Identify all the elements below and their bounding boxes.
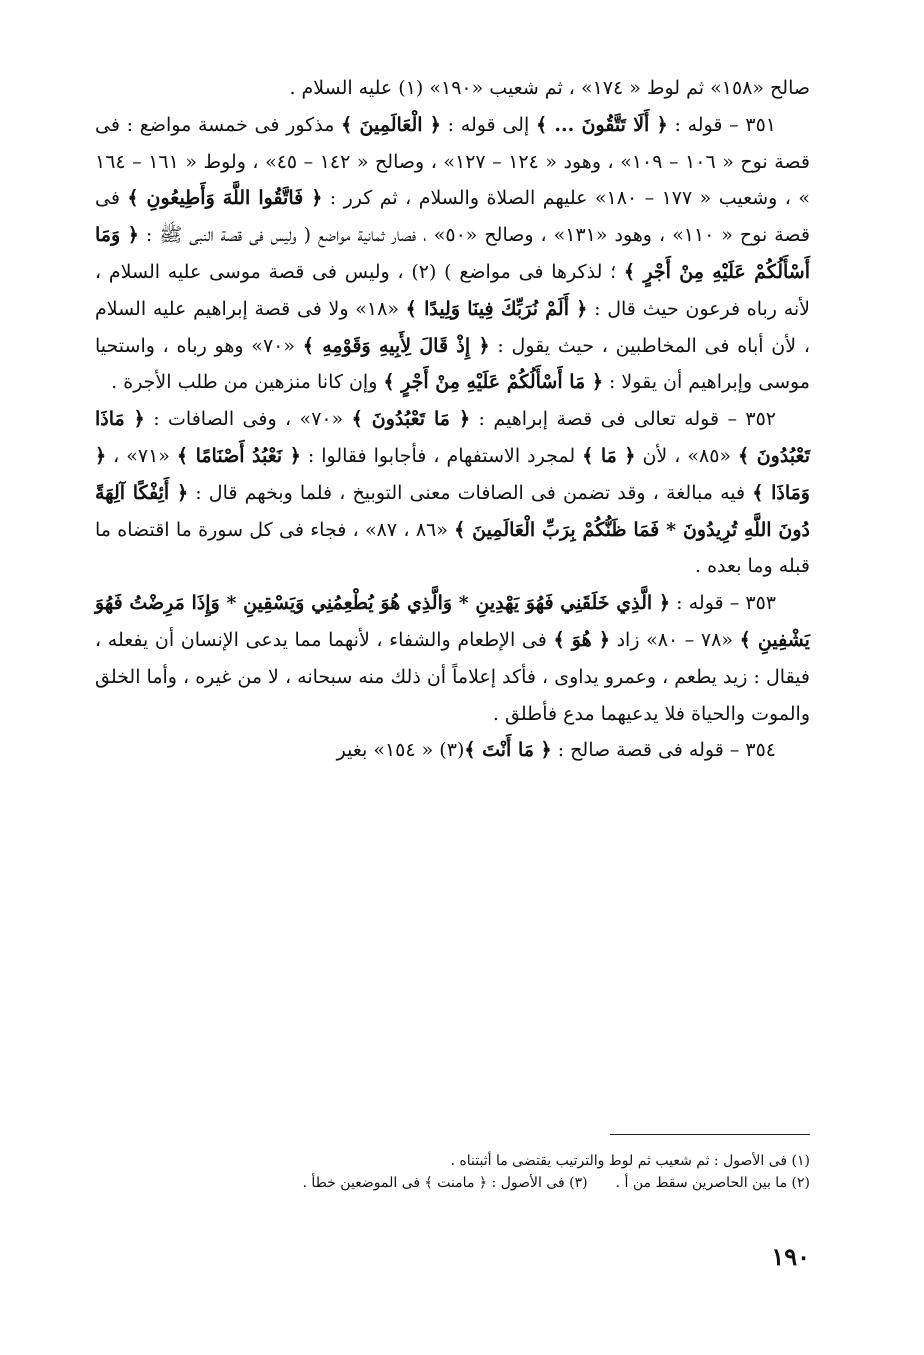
paragraph-opening: [95, 70, 810, 107]
quranic-verse: ﴿ هُوَ ﴾: [553, 628, 610, 651]
text-segment: ٣٥١ – قوله :: [667, 113, 776, 136]
quranic-verse: ﴿ إِذْ قَالَ لِأَبِيهِ وَقَوْمِهِ ﴾: [302, 334, 490, 357]
footnote-row-1: [95, 1150, 810, 1172]
quranic-verse: ﴿ مَا أَسْأَلُكُمْ عَلَيْهِ مِنْ أَجْرٍ ﴾: [383, 371, 603, 394]
quranic-verse: ﴿ الْعَالَمِينَ ﴾: [341, 113, 441, 136]
footnote-row-2: [95, 1172, 810, 1194]
text-segment: مذكور فى خمسة مواضع : فى قصة نوح « ١٠٦ – ١٠٩» ، وهود « ١٢٤ – ١٢٧» ، وصالح « ١٤٢ – ٤٥» ، ولوط « ١٦١ – ١٦٤ » ، وشعيب « ١٧٧ – ١٨٠» عليهم الصلاة والسلام ، ثم كرر :: [95, 113, 810, 210]
footnote-divider: [610, 1134, 810, 1135]
footnote-ref: (٢): [411, 260, 437, 283]
quranic-verse: ﴿ مَا ﴾: [582, 444, 636, 467]
quranic-verse: ﴿ نَعْبُدُ أَصْنَامًا ﴾: [176, 444, 301, 467]
text-segment: «٧١» ،: [106, 444, 177, 467]
quranic-verse: ﴿ الَّذِي خَلَقَنِي فَهُوَ يَهْدِينِ * وَالَّذِي هُوَ يُطْعِمُنِي وَيَسْقِينِ * وَإِذَا مَرِضْتُ فَهُوَ يَشْفِينِ ﴾: [95, 592, 810, 651]
text-segment: «٧٠» ، وفى الصافات :: [144, 408, 352, 431]
text-segment: ٣٥٣ – قوله :: [670, 592, 777, 615]
text-segment: فى الإطعام والشفاء ، لأنهما مما يدعى الإنسان أن يفعله ، فيقال : زيد يطعم ، وعمرو يداوى ، فأكد إعلاماً أن ذلك منه سبحانه ، لا من غيره ، وأما الخلق والموت والحياة فلا يدعيهما مدع فأطلق .: [95, 628, 810, 725]
text-segment: «٧٨ – ٨٠» زاد: [609, 628, 740, 651]
quranic-verse: ﴿ مَاذَا تَعْبُدُونَ ﴾: [95, 408, 810, 467]
text-segment: «١٨» ولا فى قصة إبراهيم عليه السلام ، لأن أباه فى المخاطبين ، حيث يقول :: [95, 297, 810, 357]
text-segment: ؛ لذكرها فى مواضع ): [436, 260, 624, 283]
footnote-3: (٣) فى الأصول : ﴿ مامنت ﴾ فى الموضعين خطأ .: [302, 1175, 588, 1191]
quranic-verse: ﴿ وَمَاذَا ﴾: [95, 444, 810, 504]
footnote-ref: (١): [398, 77, 424, 99]
text-segment: ٣٥٢ – قوله تعالى فى قصة إبراهيم :: [470, 408, 776, 431]
text-segment: «٧٠» وهو رباه ، واستحيا موسى وإبراهيم أن يقولا :: [95, 334, 810, 394]
text-segment: فيه مبالغة ، وقد تضمن فى الصافات معنى التوبيخ ، فلما وبخهم قال :: [188, 481, 753, 504]
quranic-verse: ﴿ أَلَمْ نُرَبِّكَ فِينَا وَلِيدًا ﴾: [405, 297, 588, 320]
paragraph-353: [95, 585, 810, 732]
footnotes: [95, 1150, 810, 1194]
text-segment: ٣٥٤ – قوله فى قصة صالح :: [551, 739, 776, 762]
text-segment: إلى قوله :: [440, 113, 536, 136]
quranic-verse: ﴿ مَا أَنْتَ ﴾: [464, 739, 552, 762]
footnote-1: (١) فى الأصول : ثم شعيب ثم لوط والترتيب يقتضى ما أثبتناه .: [450, 1153, 810, 1169]
quranic-verse: ﴿ أَلَا تَتَّقُونَ ... ﴾: [535, 113, 668, 136]
paragraph-352: [95, 401, 810, 585]
quranic-verse: ﴿ وَمَا أَسْأَلُكُمْ عَلَيْهِ مِنْ أَجْرٍ ﴾: [95, 224, 810, 283]
quranic-verse: ﴿ فَاتَّقُوا اللَّهَ وَأَطِيعُونِ ﴾: [127, 187, 323, 210]
quranic-verse: ﴿ مَا تَعْبُدُونَ ﴾: [351, 408, 471, 431]
footnote-2: (٢) ما بين الحاصرين سقط من أ .: [615, 1175, 810, 1191]
body-text: [95, 70, 810, 769]
text-segment: ، وليس فى قصة موسى عليه السلام ، لأنه رباه فرعون حيث قال :: [95, 260, 810, 320]
text-segment: صالح «١٥٨» ثم لوط « ١٧٤» ، ثم شعيب «١٩٠»: [423, 77, 810, 99]
text-segment: وإن كانا منزهين من طلب الأجرة .: [111, 371, 384, 394]
book-page: [95, 70, 810, 1280]
paragraph-351: [95, 107, 810, 401]
text-segment: «٨٥» ، لأن: [635, 444, 739, 467]
text-segment: عليه السلام .: [289, 77, 399, 99]
text-segment: «٨٦ ، ٨٧» ، فجاء فى كل سورة ما اقتضاه ما قبله وما بعده .: [95, 518, 810, 578]
text-segment: فى قصة نوح « ١١٠» ، وهود «١٣١» ، وصالح «٥٠» ، فصار ثمانية مواضع ( وليس فى قصة النبى ﷺ :: [95, 187, 810, 247]
text-segment: لمجرد الاستفهام ، فأجابوا فقالوا :: [300, 444, 583, 467]
quranic-verse: ﴿ أَئِفْكًا آلِهَةً دُونَ اللَّهِ تُرِيدُونَ * فَمَا ظَنُّكُمْ بِرَبِّ الْعَالَمِينَ ﴾: [95, 481, 810, 541]
page-number: ١٩٠: [771, 1242, 810, 1271]
footnote-ref: (٣): [439, 739, 465, 762]
paragraph-354: [95, 732, 810, 769]
text-segment: « ١٥٤» بغير: [336, 739, 440, 762]
